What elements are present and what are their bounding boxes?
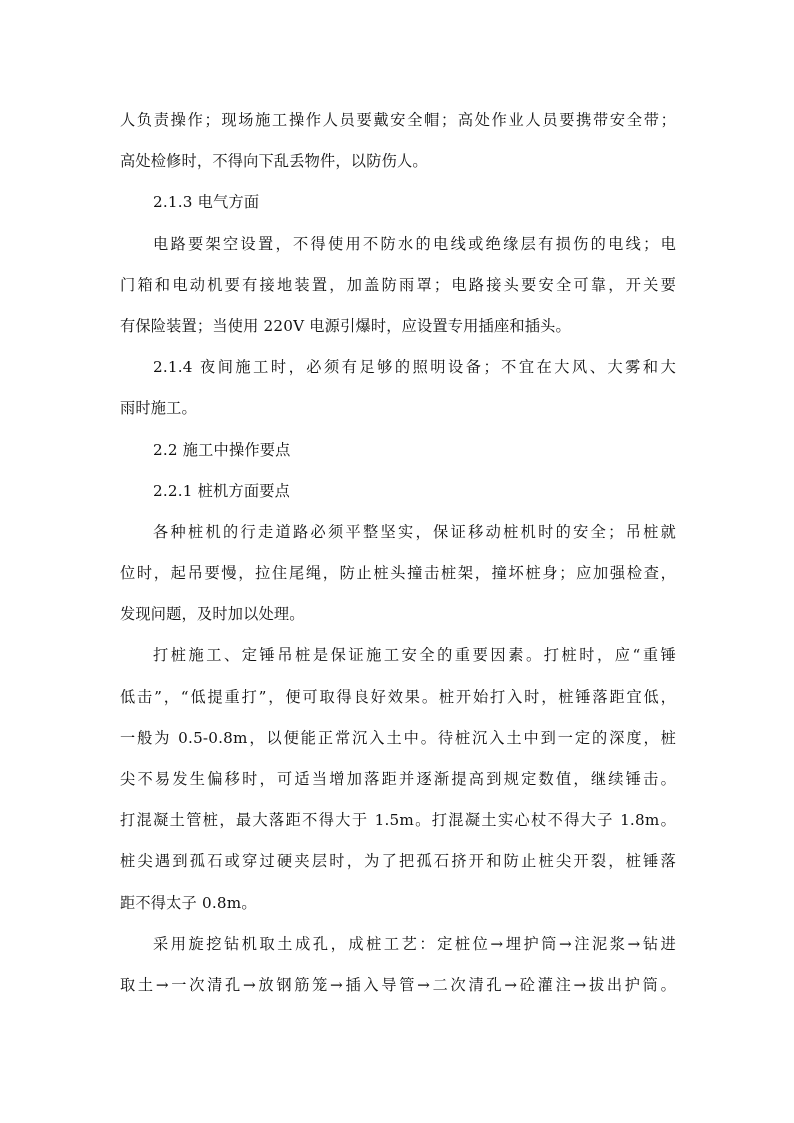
- section-heading: 2.1.3 电气方面: [153, 193, 260, 212]
- text-line: 打桩施工、定锤吊桩是保证施工安全的重要因素。打桩时，应“重锤: [153, 646, 676, 665]
- section-heading: 2.2.1 桩机方面要点: [153, 481, 290, 500]
- document-page: [120, 100, 676, 1006]
- text-line: 雨时施工。: [120, 399, 197, 418]
- text-line: 桩尖遇到孤石或穿过硬夹层时，为了把孤石挤开和防止桩尖开裂，桩锤落: [120, 852, 676, 871]
- text-line: 尖不易发生偏移时，可适当增加落距并逐渐提高到规定数值，继续锤击。: [120, 770, 676, 788]
- text-line: 电路要架空设置，不得使用不防水的电线或绝缘层有损伤的电线；电: [153, 234, 676, 253]
- text-line: 高处检修时，不得向下乱丢物件，以防伤人。: [120, 152, 428, 171]
- text-line: 门箱和电动机要有接地装置，加盖防雨罩；电路接头要安全可靠，开关要: [120, 275, 676, 294]
- section-heading: 2.2 施工中操作要点: [153, 440, 291, 459]
- text-line: 低击”，“低提重打”，便可取得良好效果。桩开始打入时，桩锤落距宜低，: [120, 687, 676, 706]
- text-line: 距不得太子 0.8m。: [120, 893, 257, 912]
- text-line: 各种桩机的行走道路必须平整坚实，保证移动桩机时的安全；吊桩就: [153, 522, 676, 541]
- text-line: 发现问题，及时加以处理。: [120, 605, 305, 624]
- text-line: 有保险装置；当使用 220V 电源引爆时，应设置专用插座和插头。: [120, 316, 571, 335]
- text-line: 2.1.4 夜间施工时，必须有足够的照明设备；不宜在大风、大雾和大: [153, 358, 676, 377]
- text-line: 采用旋挖钻机取土成孔，成桩工艺：定桩位→埋护筒→注泥浆→钻进: [153, 934, 676, 953]
- text-line: 取土→一次清孔→放钢筋笼→插入导管→二次清孔→砼灌注→拔出护筒。: [120, 975, 676, 994]
- text-line: 位时，起吊要慢，拉住尾绳，防止桩头撞击桩架，撞坏桩身；应加强检查，: [120, 564, 676, 583]
- text-line: 打混凝土管桩，最大落距不得大于 1.5m。打混凝土实心杖不得大子 1.8m。: [120, 811, 676, 830]
- text-line: 一般为 0.5-0.8m，以便能正常沉入土中。待桩沉入土中到一定的深度，桩: [120, 728, 676, 747]
- text-line: 人负责操作；现场施工操作人员要戴安全帽；高处作业人员要携带安全带；: [120, 111, 676, 129]
